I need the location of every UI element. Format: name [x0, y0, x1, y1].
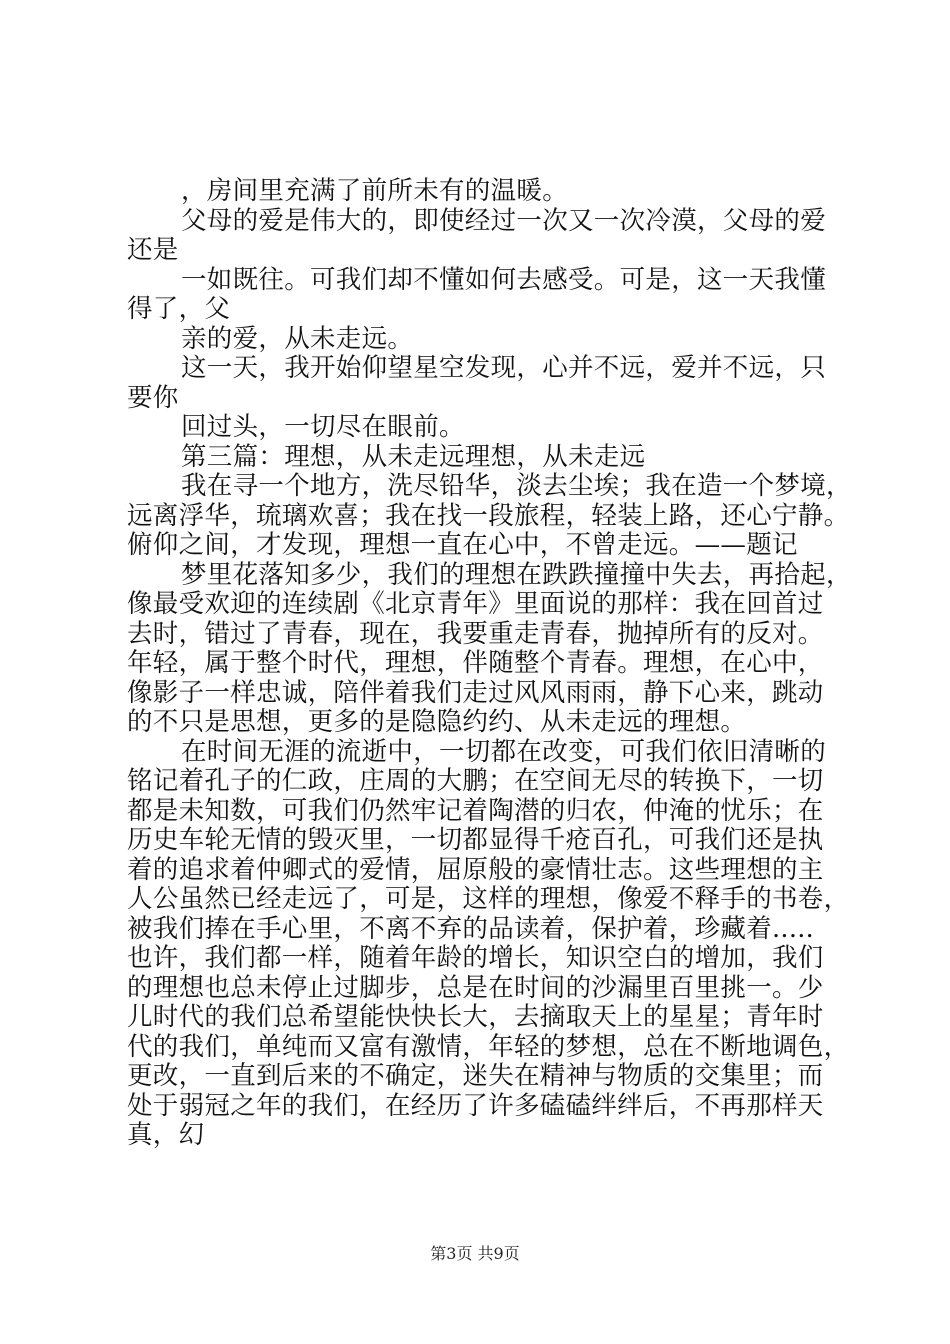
- text-line: 人公虽然已经走远了，可是，这样的理想，像爱不释手的书卷，: [127, 884, 850, 914]
- page-footer: 第3页 共9页: [430, 1244, 520, 1263]
- text-line: 远离浮华，琉璃欢喜；我在找一段旅程，轻装上路，还心宁静。: [127, 500, 850, 531]
- text-line: 像最受欢迎的连续剧《北京青年》里面说的那样：我在回首过: [127, 589, 824, 619]
- text-line: 我在寻一个地方，洗尽铅华，淡去尘埃；我在造一个梦境，: [181, 471, 852, 501]
- text-line: 梦里花落知多少，我们的理想在跌跌撞撞中失去，再拾起，: [181, 559, 852, 590]
- text-line: 还是: [127, 235, 179, 265]
- text-line: 在时间无涯的流逝中，一切都在改变，可我们依旧清晰的: [181, 736, 827, 767]
- document-body: [127, 176, 852, 1151]
- text-line: 像影子一样忠诚，陪伴着我们走过风风雨雨，静下心来，跳动: [127, 677, 824, 708]
- text-line: 俯仰之间，才发现，理想一直在心中，不曾走远。——题记: [127, 530, 798, 560]
- text-line: 代的我们，单纯而又富有激情，年轻的梦想，总在不断地调色，: [127, 1031, 850, 1062]
- text-line: 得了，父: [127, 294, 231, 324]
- text-line: ，房间里充满了前所未有的温暖。: [181, 176, 569, 206]
- text-line: 儿时代的我们总希望能快快长大，去摘取天上的星星；青年时: [127, 1002, 824, 1032]
- text-line: 铭记着孔子的仁政，庄周的大鹏；在空间无尽的转换下，一切: [127, 766, 824, 796]
- text-line: 更改，一直到后来的不确定，迷失在精神与物质的交集里；而: [127, 1061, 824, 1091]
- text-line: 回过头，一切尽在眼前。: [181, 412, 465, 442]
- text-line: 着的追求着仲卿式的爱情，屈原般的豪情壮志。这些理想的主: [127, 854, 824, 885]
- text-line: 第三篇：理想，从未走远理想，从未走远: [181, 441, 646, 472]
- text-line: 去时，错过了青春，现在，我要重走青春，抛掉所有的反对。: [127, 618, 824, 649]
- text-line: 都是未知数，可我们仍然牢记着陶潜的归农，仲淹的忧乐；在: [127, 795, 824, 826]
- text-line: 亲的爱，从未走远。: [181, 323, 414, 354]
- text-line: 一如既往。可我们却不懂如何去感受。可是，这一天我懂: [181, 264, 827, 295]
- text-line: 的理想也总未停止过脚步，总是在时间的沙漏里百里挑一。少: [127, 972, 824, 1003]
- text-line: 处于弱冠之年的我们，在经历了许多磕磕绊绊后，不再那样天: [127, 1090, 824, 1121]
- text-line: 也许，我们都一样，随着年龄的增长，知识空白的增加，我们: [127, 943, 824, 973]
- text-line: 要你: [127, 382, 179, 413]
- text-line: 真，幻: [127, 1120, 205, 1150]
- text-line: 的不只是思想，更多的是隐隐约约、从未走远的理想。: [127, 707, 747, 737]
- text-line: 历史车轮无情的毁灭里，一切都显得千疮百孔，可我们还是执: [127, 825, 824, 855]
- text-line: 这一天，我开始仰望星空发现，心并不远，爱并不远，只: [181, 353, 827, 383]
- text-line: 年轻，属于整个时代，理想，伴随整个青春。理想，在心中，: [127, 648, 824, 678]
- text-line: 被我们捧在手心里，不离不弃的品读着，保护着，珍藏着.....: [127, 913, 815, 944]
- text-line: 父母的爱是伟大的，即使经过一次又一次冷漠，父母的爱: [181, 205, 827, 236]
